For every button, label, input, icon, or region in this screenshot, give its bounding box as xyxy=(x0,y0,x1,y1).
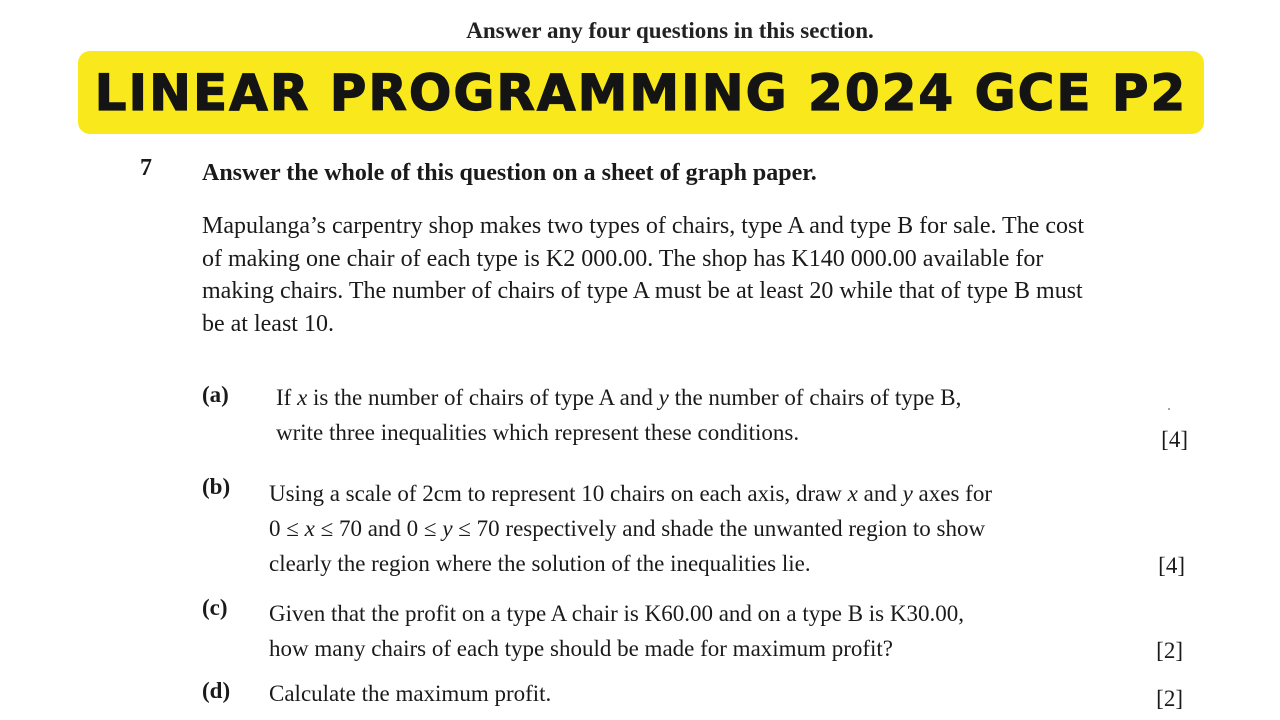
scan-speck xyxy=(1168,408,1170,410)
question-number: 7 xyxy=(140,155,152,181)
part-b-marks: [4] xyxy=(1158,553,1185,578)
title-banner xyxy=(78,51,1204,134)
part-d-line-1: Calculate the maximum profit. xyxy=(269,681,552,706)
part-a-label: (a) xyxy=(202,382,229,407)
paragraph-line: Mapulanga’s carpentry shop makes two types of chairs, type A and type B for sale. The cost xyxy=(202,213,1085,239)
part-c-text xyxy=(269,596,964,666)
banner-title: LINEAR PROGRAMMING 2024 GCE P2 xyxy=(94,63,1188,122)
part-d-text xyxy=(269,676,551,711)
part-c-line-1: Given that the profit on a type A chair is K60.00 and on a type B is K30.00, xyxy=(269,601,964,626)
part-d-marks: [2] xyxy=(1156,686,1183,711)
part-b-line-2: 0 ≤ x ≤ 70 and 0 ≤ y ≤ 70 respectively and shade the unwanted region to show xyxy=(269,516,986,541)
paragraph-line: of making one chair of each type is K2 000.00. The shop has K140 000.00 available for xyxy=(202,245,1044,272)
part-a-line-1: If x is the number of chairs of type A and y the number of chairs of type B, xyxy=(276,385,962,410)
question-heading: Answer the whole of this question on a sheet of graph paper. xyxy=(202,160,817,186)
part-b-line-3: clearly the region where the solution of the inequalities lie. xyxy=(269,551,811,576)
section-instruction: Answer any four questions in this section. xyxy=(466,18,874,43)
part-a-line-2: write three inequalities which represent these conditions. xyxy=(276,420,800,445)
paragraph-line: be at least 10. xyxy=(202,310,334,337)
part-b-label: (b) xyxy=(202,474,231,499)
part-c-label: (c) xyxy=(202,595,228,620)
part-a-marks: [4] xyxy=(1161,427,1188,452)
part-c-marks: [2] xyxy=(1156,638,1183,663)
part-b-text xyxy=(269,476,992,581)
part-d-label: (d) xyxy=(202,678,231,703)
part-a-text xyxy=(276,380,961,450)
question-paragraph xyxy=(202,210,1202,340)
part-c-line-2: how many chairs of each type should be made for maximum profit? xyxy=(269,636,894,661)
part-b-line-1: Using a scale of 2cm to represent 10 chairs on each axis, draw x and y axes for xyxy=(269,481,992,506)
paragraph-line: making chairs. The number of chairs of type A must be at least 20 while that of type B must xyxy=(202,278,1083,304)
